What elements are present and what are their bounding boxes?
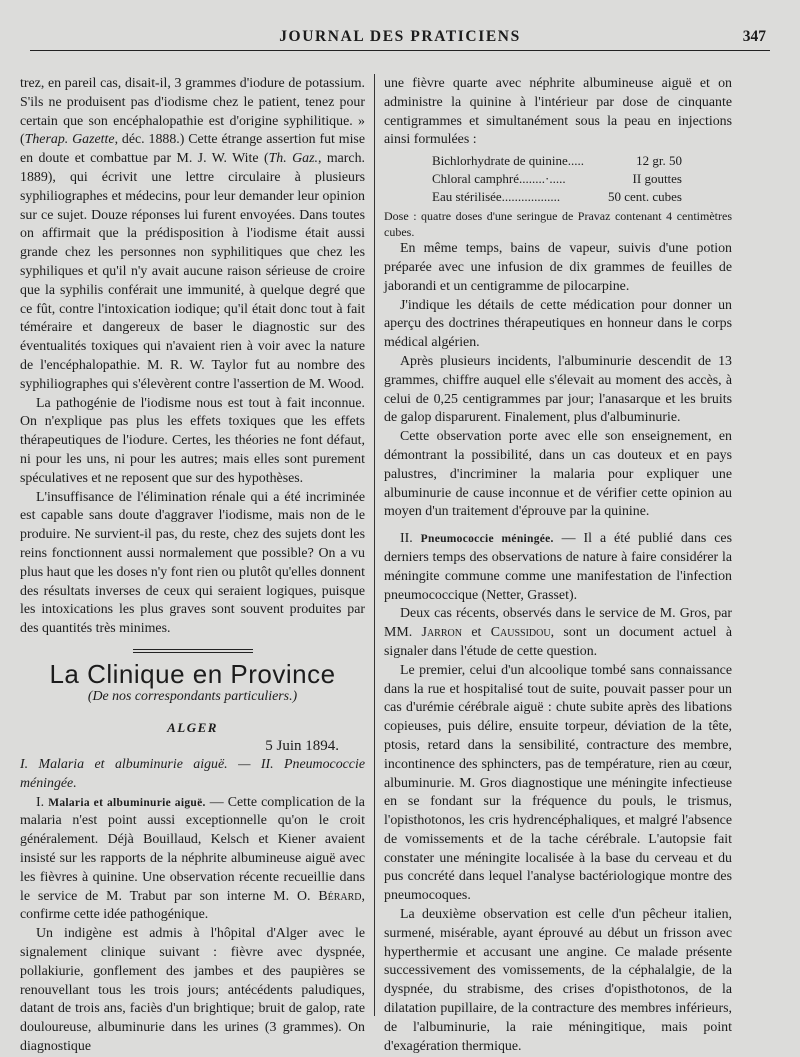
paragraph (384, 605, 732, 661)
text-run: I. (36, 794, 49, 810)
text-run: — Cette complication de la malaria n'est point aussi exceptionnelle qu'on le croit généralement. Déjà Bouillaud, Kelsch et Kiener avaient insisté sur les rapports de la néphrite albumineuse aiguë avec les fièvres à quinine. Une observation récente recueillie dans le service de M. Trabut par son interne M. O. (20, 794, 365, 904)
paragraph: trez, en pareil cas, disait-il, 3 grammes d'iodure de potassium. S'ils ne produisent pas d'iodisme chez le patient, tenez pour certain que son encéphalopathie est d'origine syphilitique. » (Therap. Gazette, déc. 1888.) Cette étrange assertion fut mise en doute et combattue par M. J. W. Wite (Th. Gaz., march. 1889), qui écrivit une lettre circulaire à plusieurs syphiliographes et médecins, pour leur demander leur opinion sur ce sujet. Douze réponses lui furent envoyées. Dans toutes on affirmait que la prédisposition à l'iodisme était aussi grande chez les personnes non syphilitiques que chez les syphiliques et qu'il n'y avait aucune raison sérieuse de croire que la syphilis conférait une immunité, à quelque degré que ce fût, contre l'intoxication iodique; qu'il était donc tout à fait téméraire et dangereux de baser le diagnostic sur des éventualités toxiques qui n'avaient rien à voir avec la nature de l'encéphalopathie. M. R. W. Taylor fut au nombre des syphiliographes qui s'élevèrent contre l'assertion de M. Wood. (20, 76, 366, 392)
text-run: et (461, 625, 491, 641)
quantity: II gouttes (632, 171, 682, 187)
paragraph: une fièvre quarte avec néphrite albumineuse aiguë et on administre la quinine à l'intérieur par dose de cinquante centigrammes et simultanément sous la peau en injections ainsi formulées : (384, 76, 732, 148)
subsection-label: Malaria et albuminurie aiguë. (48, 796, 206, 809)
text-run: , déc. 1888.) Cette étrange assertion fut mise en doute et combattue par M. J. W. Wite ( (20, 132, 366, 167)
paragraph: La pathogénie de l'iodisme nous est tout à fait inconnue. On n'explique pas plus les effets toxiques que les effets thérapeutiques de l'iodure. Certes, les théories ne font défaut, ni pour les uns, ni pour les autres; mais elles sont purement spéculatives et ne reposent que sur des hypothèses. (20, 395, 365, 486)
citation-title: Th. Gaz. (268, 151, 318, 167)
quantity: 50 cent. cubes (607, 189, 682, 205)
left-column (20, 75, 365, 1057)
column-rule (374, 74, 375, 1016)
paragraph: L'insuffisance de l'élimination rénale qui a été incriminée est capable sans doute d'aggraver l'iodisme, mais non de le produire. Ne survient-il pas, du reste, chez des sujets dont les reins fonctionnent aussi normalement que possible? On a vu plus haut que les doses n'y font rien ou plutôt qu'elles donnent des résultats inverses de ceux qui seraient logiques, puisque les intoxications les plus graves sont souvent produites par des quantités très minimes. (20, 489, 365, 637)
ingredient: Eau stérilisée.................. (432, 189, 561, 205)
paragraph (20, 794, 365, 926)
text-run: trez, en pareil cas, disait-il, 3 grammes d'iodure de potassium. S'ils ne produisent pas d'iodisme chez le patient, tenez pour certain que son encéphalopathie est d'origine syphilitique. » (20, 76, 365, 129)
paragraph: Après plusieurs incidents, l'albuminurie descendit de 13 grammes, chiffre auquel elle s'élevait au moment des accès, à celui de 0,25 centigrammes par jour; l'anasarque et les bruits de galop disparurent. Finalement, plus d'albuminurie. (384, 353, 732, 426)
prescription-row (432, 188, 682, 206)
paragraph: En même temps, bains de vapeur, suivis d'une potion préparée avec une infusion de dix grammes de feuilles de jaborandi et un centigramme de pilocarpine. (384, 241, 732, 294)
person-name: Bérard (318, 888, 362, 904)
quantity: 12 gr. 50 (636, 153, 682, 169)
section-title: La Clinique en Province (49, 658, 336, 689)
dose-note: Dose : quatre doses d'une seringue de Pravaz contenant 4 centimètres cubes. (384, 209, 732, 240)
ingredient: Chloral camphré........·..... (432, 171, 566, 187)
page-number: 347 (742, 28, 766, 45)
paragraph: Cette observation porte avec elle son enseignement, en démontrant la possibilité, dans un cas douteux et en pays palustres, d'incriminer la malaria pour expliquer une albuminurie de cause inconnue et de vérifier cette opinion au moyen d'un traitement d'éprouve par la quinine. (384, 429, 732, 520)
dateline-city: ALGER (167, 719, 218, 735)
citation-title: Therap. Gazette (24, 132, 115, 148)
topics-line: I. Malaria et albuminurie aiguë. — II. Pneumococcie méningée. (20, 757, 365, 791)
paragraph: La deuxième observation est celle d'un pêcheur italien, surmené, misérable, ayant éprouvé au début un frisson avec hyperthermie et accusant une angine. Ce malade présente successivement des vomissements, de la céphalalgie, de la dyspnée, du strabisme, des crises d'opisthotonos, de la dilatation pupillaire, de la contracture des membres inférieurs, de l'albuminurie, la raie méningitique, mais point d'exagération thermique. (384, 907, 732, 1054)
text-run: , march. 1889), qui écrivit une lettre circulaire à plusieurs syphiliographes et médecins, pour leur demander leur opinion sur ce sujet. Douze réponses lui furent envoyées. Dans toutes on affirmait que la prédisposition à l'iodisme était aussi grande chez les personnes non syphilitiques que chez les syphiliques et qu'il n'y avait aucune raison sérieuse de croire que la syphilis conférait une immunité, à quelque degré que ce fût, contre l'intoxication iodique; qu'il était donc tout à fait téméraire et dangereux de baser le diagnostic sur des éventualités toxiques qui n'avaient rien à voir avec la nature de l'encéphalopathie. M. R. W. Taylor fut au nombre des syphiliographes qui s'élevèrent contre l'assertion de M. Wood. (20, 151, 365, 392)
subsection-label: Pneumococcie méningée. (420, 533, 554, 546)
text-run: — Il a été publié dans ces derniers temps des observations de nature à faire considérer la méningite commune comme une manifestation de l'infection pneumococcique (Netter, Grasset). (384, 531, 732, 603)
page-header (30, 26, 770, 51)
prescription (432, 152, 682, 206)
person-name: Caussidou (490, 625, 551, 641)
prescription-row (432, 170, 682, 188)
ingredient: Bichlorhydrate de quinine..... (432, 153, 584, 169)
paragraph: Le premier, celui d'un alcoolique tombé sans connaissance dans la rue et hospitalisé tout de suite, pouvait passer pour un cas d'urémie cérébrale aiguë : chute subite après des libations copieuses, puis délire, ensuite torpeur, déviation de la tête, ptosis, retard dans la sensibilité, contracture des membre, incontinence des sphincters, pas de température, rien au cœur, albuminurie. M. Gros diagnostique une méningite infectieuse en se fondant sur la fréquence du pouls, le trismus, l'opisthotonos, les cris hydrencéphaliques, et malgré l'absence de vomissements et de la tache cérébrale. L'autopsie fait constater une méningite localisée à la base du cerveau et du pus concrété dans lequel l'analyse bactériologique montre des pneumocoques. (384, 662, 732, 904)
text-run: , sont un document actuel à signaler dans l'étude de cette question. (384, 625, 732, 659)
person-name: Jarron (421, 625, 462, 641)
right-column (384, 75, 732, 1056)
paragraph (384, 530, 732, 605)
dateline-date: 5 Juin 1894. (265, 738, 339, 755)
text-run: Deux cas récents, observés dans le service de M. Gros, par MM. (384, 606, 732, 641)
text-run: , confirme cette idée pathogénique. (20, 888, 365, 923)
section-divider (133, 649, 253, 653)
paragraph: Un indigène est admis à l'hôpital d'Alger avec le signalement clinique suivant : fièvre avec dyspnée, pollakiurie, gonflement des jambes et des paupières se renouvellant tous les trois jours; antécédents paludiques, datant de trois ans, faciès d'un brightique; bruit de galop, rate douloureuse, albuminurie dans les urines (3 grammes). On diagnostique (20, 926, 365, 1055)
paragraph: J'indique les détails de cette médication pour donner un aperçu des doctrines thérapeutiques en honneur dans le corps médical algérien. (384, 297, 732, 351)
text-run: II. (400, 531, 421, 547)
prescription-row (432, 152, 682, 170)
running-title: JOURNAL DES PRATICIENS (279, 28, 521, 45)
section-subtitle: (De nos correspondants particuliers.) (87, 688, 298, 704)
